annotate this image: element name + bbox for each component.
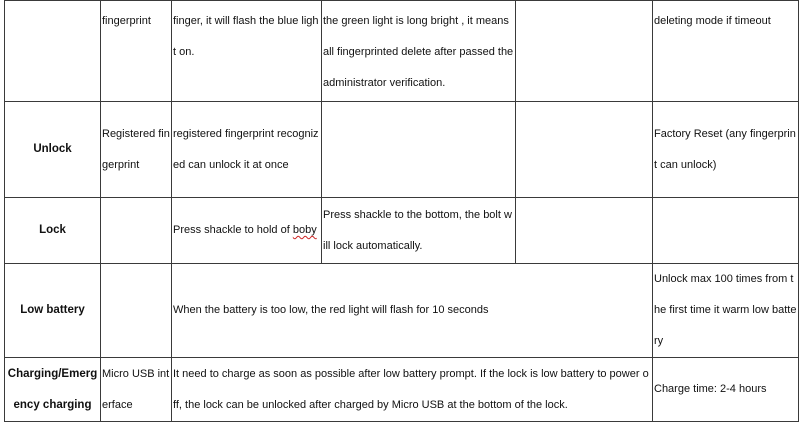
remark-cell: deleting mode if timeout [653, 1, 799, 102]
function-cell: Unlock [5, 102, 101, 198]
table-row [5, 198, 799, 264]
table-row [5, 264, 799, 358]
light-cell: registered fingerprint recognized can unlock it at once [172, 102, 322, 198]
detail-cell: the green light is long bright , it means all fingerprinted delete after passed the administrator verification. [322, 1, 516, 102]
empty-cell [516, 102, 653, 198]
merged-cell: When the battery is too low, the red light will flash for 10 seconds [172, 264, 653, 358]
remark-cell: Unlock max 100 times from the first time it warm low battery [653, 264, 799, 358]
merged-cell: It need to charge as soon as possible after low battery prompt. If the lock is low battery to power off, the lock can be unlocked after charged by Micro USB at the bottom of the lock. [172, 358, 653, 422]
table-row [5, 102, 799, 198]
spec-table [4, 0, 799, 422]
function-cell: Low battery [5, 264, 101, 358]
function-cell: Charging/Emergency charging [5, 358, 101, 422]
empty-cell [516, 1, 653, 102]
remark-cell: Charge time: 2-4 hours [653, 358, 799, 422]
remark-cell [653, 198, 799, 264]
light-cell [172, 198, 322, 264]
empty-cell [516, 198, 653, 264]
mode-cell: fingerprint [101, 1, 172, 102]
misspelled-word: boby [292, 224, 317, 236]
mode-cell: Micro USB interface [101, 358, 172, 422]
function-cell: Lock [5, 198, 101, 264]
mode-cell [101, 264, 172, 358]
light-text: Press shackle to hold of [173, 224, 293, 236]
remark-cell: Factory Reset (any fingerprint can unlock) [653, 102, 799, 198]
detail-cell [322, 102, 516, 198]
light-cell: finger, it will flash the blue light on. [172, 1, 322, 102]
function-cell [5, 1, 101, 102]
detail-cell: Press shackle to the bottom, the bolt will lock automatically. [322, 198, 516, 264]
table-row [5, 1, 799, 102]
mode-cell: Registered fingerprint [101, 102, 172, 198]
mode-cell [101, 198, 172, 264]
table-row [5, 358, 799, 422]
